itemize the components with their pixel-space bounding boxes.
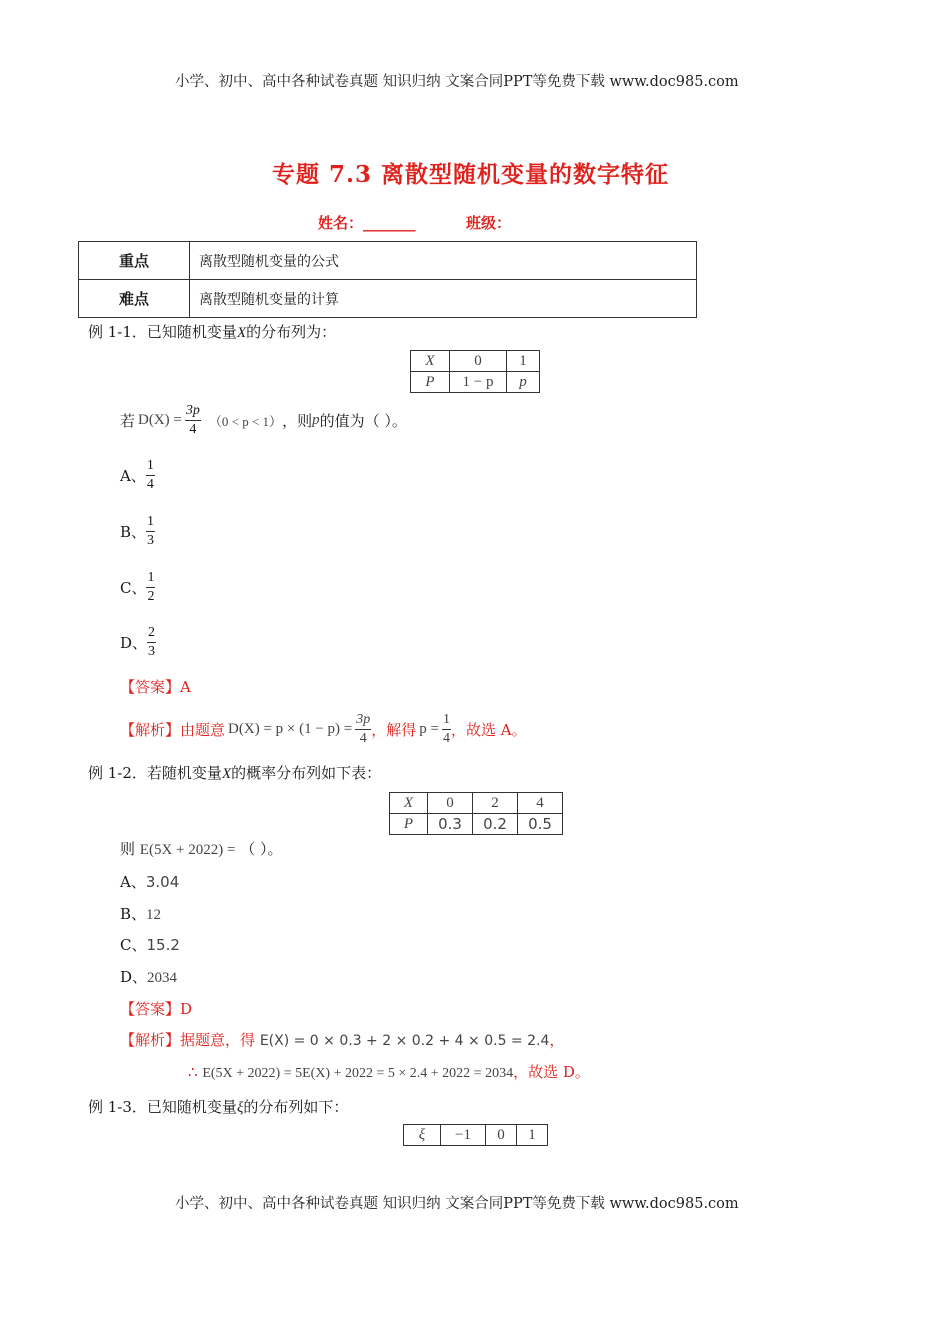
ex2-option-a[interactable]: A、3.04: [120, 873, 180, 891]
ex1-option-b[interactable]: B、 $\frac{1}{3}$: [120, 513, 155, 548]
ex2-option-c[interactable]: C、15.2: [120, 936, 180, 954]
ex1-option-c[interactable]: C、 $\frac{1}{2}$: [120, 569, 155, 604]
page-footer: 小学、初中、高中各种试卷真题 知识归纳 文案合同PPT等免费下载 www.doc985.com: [175, 1196, 739, 1212]
page-title: 专题 7.3 离散型随机变量的数字特征: [272, 161, 670, 188]
ex3-distribution-table: [403, 1124, 548, 1146]
ex2-option-b[interactable]: B、12: [120, 905, 162, 923]
difficulty-value: 离散型随机变量的计算: [190, 280, 697, 318]
table-cell: 2: [473, 793, 518, 814]
fraction: $\frac{3p}{4}$: [185, 402, 200, 437]
ex1-analysis: 【解析】 由题意 D(X) = p × (1 − p) = $\frac{3p}{4}$ ，解得 p = $\frac{1}{4}$ ，故选 A。: [120, 711, 527, 746]
table-cell: P: [390, 814, 428, 835]
difficulty-label: 难点: [79, 280, 190, 318]
ex1-condition: 若 D(X) = $\frac{3p}{4}$ （0 < p < 1） ，则 p 的值为（ ）。: [120, 402, 407, 437]
difficulty-row: [79, 280, 697, 318]
name-field: [318, 212, 416, 233]
ex2-analysis: 【解析】据题意，得 E(X) = 0 × 0.3 + 2 × 0.2 + 4 × 0.5 = 2.4，: [120, 1031, 565, 1049]
ex2-question: 例 1-2．若随机变量X的概率分布列如下表：: [88, 764, 382, 782]
therefore-symbol: ∴: [188, 1063, 198, 1081]
table-cell: 0: [450, 351, 507, 372]
table-cell: X: [411, 351, 450, 372]
name-blank: _______: [363, 214, 416, 232]
class-label: 班级：: [466, 214, 512, 232]
table-cell: 1: [507, 351, 540, 372]
ex1-distribution-table: [410, 350, 540, 393]
name-label: 姓名：: [318, 214, 364, 232]
fraction: $\frac{1}{4}$: [443, 711, 450, 746]
table-cell: 1: [517, 1125, 548, 1146]
key-points-table: [78, 241, 697, 318]
ex2-analysis-line2: ∴ E(5X + 2022) = 5E(X) + 2022 = 5 × 2.4 + 2022 = 2034，故选 D。: [188, 1063, 590, 1081]
ex2-distribution-table: [389, 792, 563, 835]
table-cell: 4: [518, 793, 563, 814]
table-cell: −1: [441, 1125, 486, 1146]
fraction: $\frac{2}{3}$: [148, 624, 156, 659]
key-point-label: 重点: [79, 242, 190, 280]
key-point-row: [79, 242, 697, 280]
table-cell: X: [390, 793, 428, 814]
table-cell: 1 − p: [450, 372, 507, 393]
table-cell: 0.2: [473, 814, 518, 835]
ex3-question: 例 1-3．已知随机变量ξ的分布列如下：: [88, 1098, 349, 1116]
table-cell: 0.3: [428, 814, 473, 835]
fraction: $\frac{3p}{4}$: [356, 711, 371, 746]
key-point-value: 离散型随机变量的公式: [190, 242, 697, 280]
page-header: 小学、初中、高中各种试卷真题 知识归纳 文案合同PPT等免费下载 www.doc985.com: [175, 74, 739, 90]
table-cell: 0.5: [518, 814, 563, 835]
ex2-answer: 【答案】D: [120, 1000, 193, 1018]
ex1-option-a[interactable]: A、 $\frac{1}{4}$: [120, 457, 154, 492]
fraction: $\frac{1}{4}$: [146, 457, 154, 492]
table-cell: 0: [486, 1125, 517, 1146]
ex2-option-d[interactable]: D、2034: [120, 968, 178, 986]
ex1-question: 例 1-1．已知随机变量X的分布列为：: [88, 323, 337, 341]
ex1-answer: 【答案】A: [120, 678, 191, 696]
table-cell: 0: [428, 793, 473, 814]
table-cell: ξ: [404, 1125, 441, 1146]
ex2-ask: 则 E(5X + 2022) = （ ）。: [120, 840, 283, 858]
table-cell: P: [411, 372, 450, 393]
table-cell: p: [507, 372, 540, 393]
fraction: $\frac{1}{2}$: [147, 569, 155, 604]
ex1-option-d[interactable]: D、 $\frac{2}{3}$: [120, 624, 156, 659]
fraction: $\frac{1}{3}$: [147, 513, 155, 548]
